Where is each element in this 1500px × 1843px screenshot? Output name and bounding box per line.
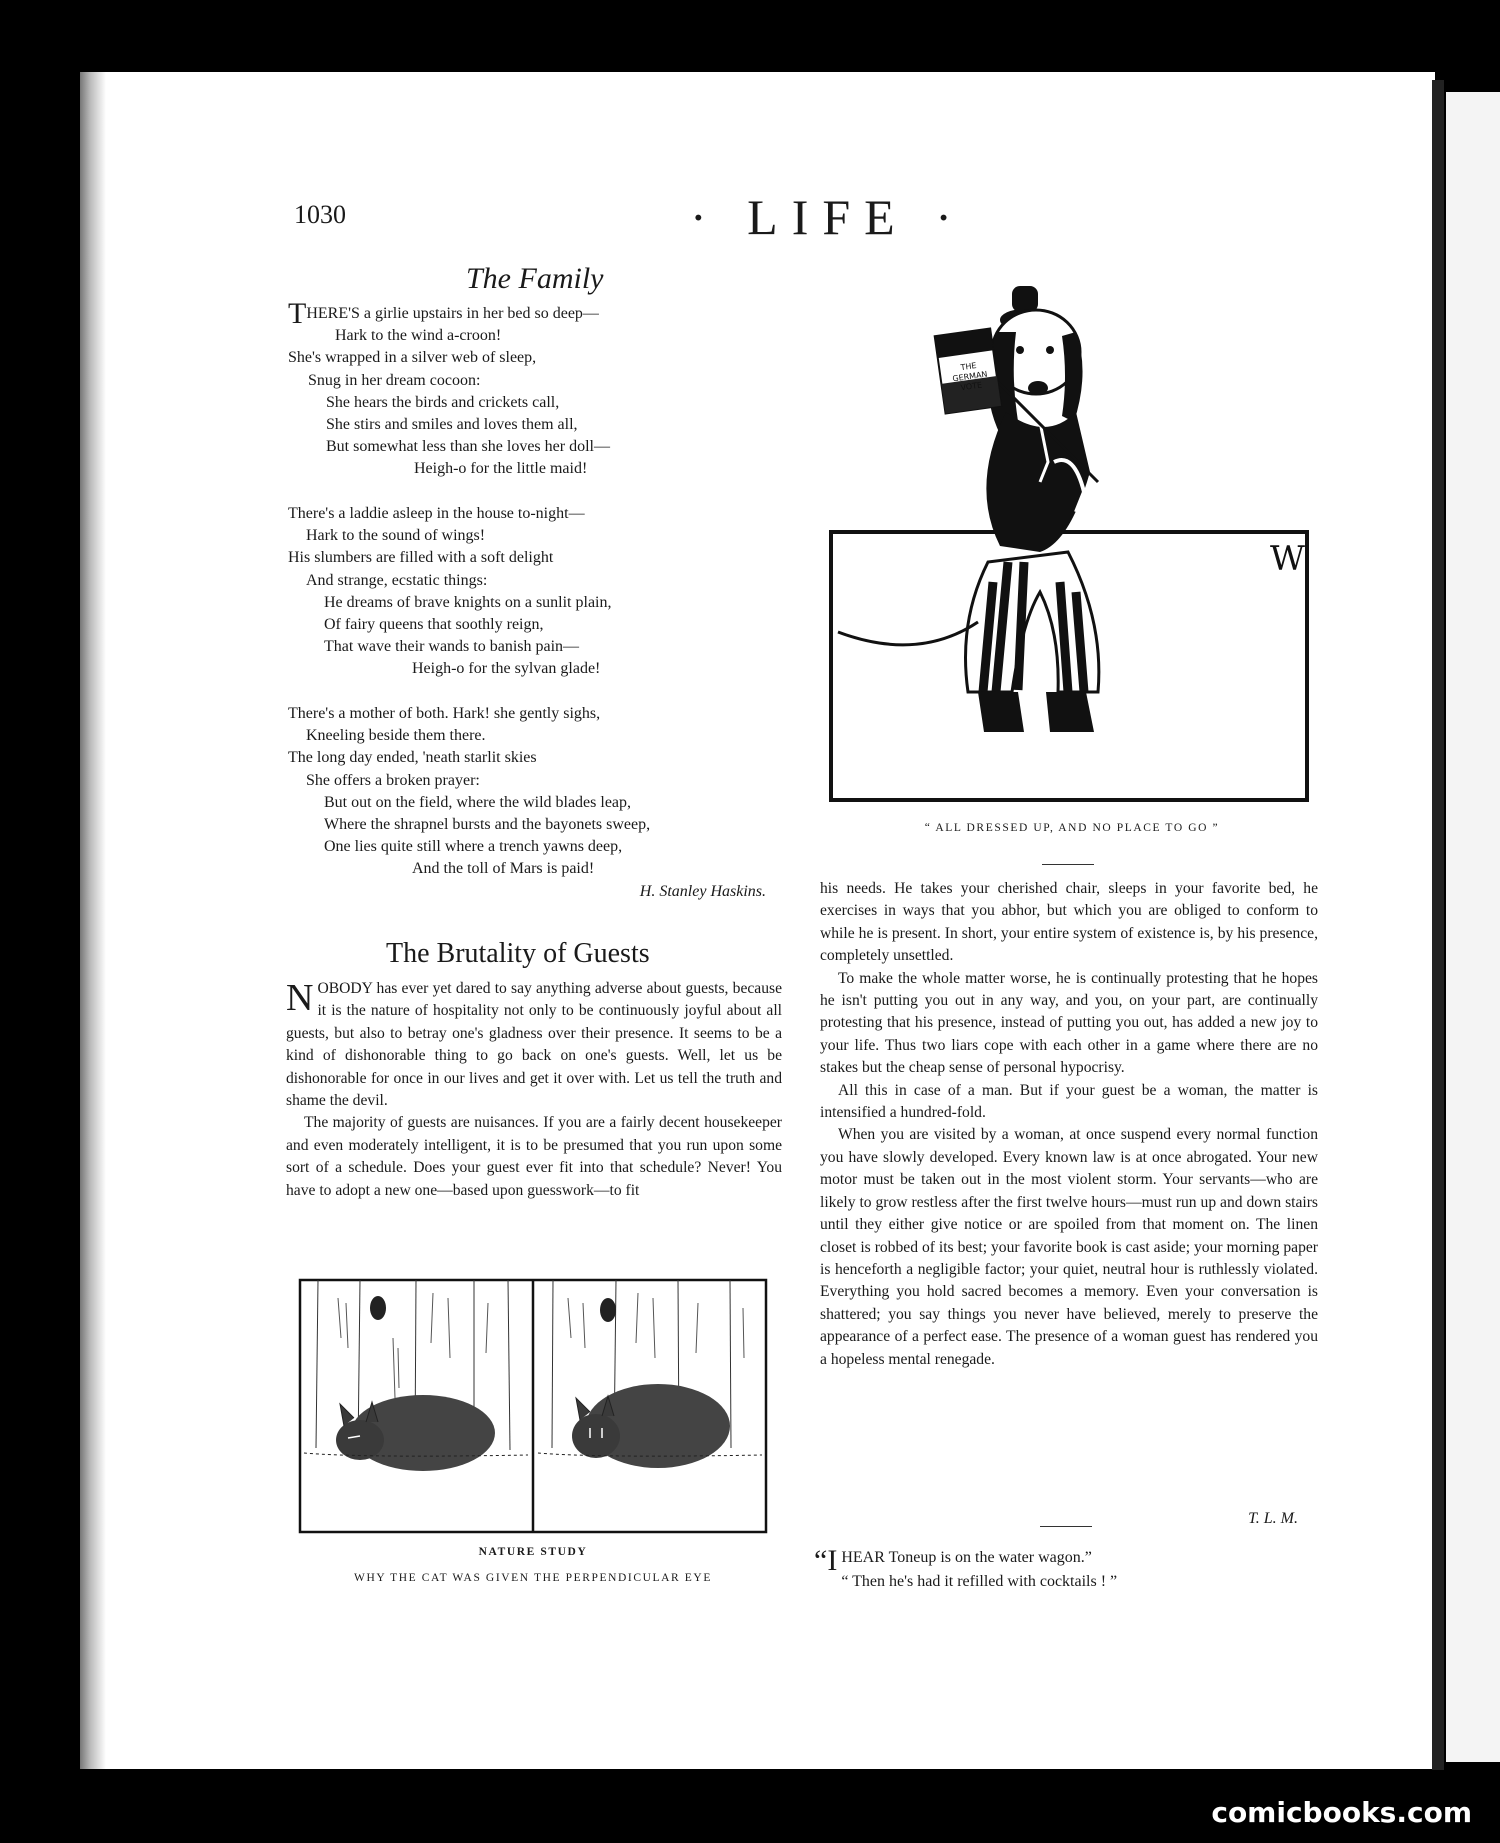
divider-rule — [1040, 1526, 1092, 1527]
page-binding-shadow — [80, 72, 106, 1769]
joke-line: HEAR Toneup is on the water wagon.” — [841, 1549, 1092, 1566]
poem-line: And strange, ecstatic things: — [306, 571, 488, 589]
dog-cartoon-caption: “ ALL DRESSED UP, AND NO PLACE TO GO ” — [924, 822, 1220, 834]
essay-paragraph: To make the whole matter worse, he is continually protesting that he hopes he isn't putting you out in any way, and you, on your part, are continually protesting that his presence, instead of putting you out, has added a new joy to your life. Thus two liars cope with each other in a game where there are no stakes but the cheap sense of personal hypocrisy. — [820, 969, 1318, 1077]
essay-paragraph: NOBODY has ever yet dared to say anything adverse about guests, because it is the nature of hospitality not only to be continuously joyful about all guests, but also to betray one's gladness over their presence. It seems to be a kind of dishonorable thing to go back on one's guests. Well, let us be dishonorable for once in our lives and get it over with. Let us tell the truth and shame the devil. — [286, 977, 782, 1110]
poem-line: She hears the birds and crickets call, — [326, 393, 560, 411]
cat-cartoon — [298, 1278, 768, 1534]
poem-stanza-1 — [288, 297, 778, 481]
poem-line: She's wrapped in a silver web of sleep, — [288, 349, 537, 367]
cat-cartoon-title: NATURE STUDY — [478, 1546, 588, 1558]
poem-line: His slumbers are filled with a soft delight — [288, 549, 554, 567]
essay-right-column — [820, 878, 1318, 1371]
poem-line: Snug in her dream cocoon: — [308, 371, 481, 389]
poem-line: She stirs and smiles and loves them all, — [326, 416, 578, 434]
poem-title: The Family — [466, 262, 604, 295]
essay-signature: T. L. M. — [1248, 1510, 1298, 1527]
poem-line: There's a mother of both. Hark! she gently sighs, — [288, 705, 601, 722]
poem-line: She offers a broken prayer: — [306, 771, 480, 789]
essay-left-column — [286, 978, 782, 1202]
poem-line: That wave their wands to banish pain— — [324, 638, 580, 656]
poem-line: But out on the field, where the wild blades leap, — [324, 793, 632, 811]
poem-line: The long day ended, 'neath starlit skies — [288, 749, 537, 767]
poem-line: Hark to the wind a-croon! — [335, 327, 502, 345]
poem-author: H. Stanley Haskins. — [639, 882, 766, 900]
masthead-title: · LIFE · — [690, 189, 966, 245]
poem-line: Hark to the sound of wings! — [306, 527, 486, 545]
poem-line: Kneeling beside them there. — [306, 727, 486, 745]
flag-label: THE GERMAN VOTE — [951, 361, 988, 393]
page-number: 1030 — [294, 200, 346, 229]
next-page-sliver — [1446, 92, 1500, 1762]
page-edge — [1432, 80, 1444, 1770]
watermark: comicbooks.com — [1211, 1796, 1472, 1829]
poem-stanza-3 — [288, 703, 778, 903]
poem-line: Heigh-o for the little maid! — [414, 460, 588, 478]
artist-monogram: W — [1270, 539, 1305, 579]
drop-cap: T — [288, 297, 307, 330]
drop-cap: “I — [814, 1544, 838, 1577]
poem-line: HERE'S a girlie upstairs in her bed so deep— — [306, 305, 599, 322]
poem-line: There's a laddie asleep in the house to-night— — [288, 505, 585, 522]
essay-title: The Brutality of Guests — [386, 938, 650, 969]
poem-line: Where the shrapnel bursts and the bayonets sweep, — [324, 816, 651, 834]
cat-cartoon-caption: WHY THE CAT WAS GIVEN THE PERPENDICULAR EYE — [354, 1572, 712, 1584]
joke — [814, 1546, 1314, 1594]
essay-paragraph: The majority of guests are nuisances. If you are a fairly decent housekeeper and even moderately intelligent, it is to be presumed that you run upon some sort of a schedule. Does your guest ever fit into that schedule? Never! You have to adopt a new one—based upon guesswork—to fit — [286, 1114, 782, 1199]
essay-paragraph: When you are visited by a woman, at once suspend every normal function you have slowly developed. Every known law is at once abrogated. Your new motor must be taken out in the most violent storm. Your servants—who are likely to grow restless after the first twelve hours—must run up and down stairs until they either give notice or are spoiled from that moment on. The linen closet is robbed of its best; your favorite book is cast aside; your morning paper is henceforth a negligible factor; your quiet, neutral hour is ruthlessly violated. Everything you hold sacred becomes a memory. Even your conversation is shattered; you say things you never have believed, merely to preserve the appearance of a perfect ease. The presence of a woman guest has rendered you a hopeless mental renegade. — [820, 1126, 1318, 1368]
poem-line: One lies quite still where a trench yawns deep, — [324, 838, 623, 856]
essay-paragraph: his needs. He takes your cherished chair, sleeps in your favorite bed, he exercises in ways that you abhor, but which you are obliged to conform to while he is present. In short, your entire system of existence is, by his presence, completely unsettled. — [820, 880, 1318, 965]
poem-line: Heigh-o for the sylvan glade! — [412, 660, 601, 678]
divider-rule — [1042, 864, 1094, 865]
poem-line: But somewhat less than she loves her doll— — [326, 438, 610, 456]
essay-paragraph: All this in case of a man. But if your guest be a woman, the matter is intensified a hundred-fold. — [820, 1081, 1318, 1122]
poem-line: Of fairy queens that soothly reign, — [324, 616, 544, 634]
poem-stanza-2 — [288, 503, 778, 681]
poem-line: And the toll of Mars is paid! — [412, 860, 595, 878]
drop-cap: N — [286, 977, 314, 1019]
poem-line: He dreams of brave knights on a sunlit plain, — [324, 593, 612, 611]
dog-cartoon — [828, 262, 1314, 804]
joke-line: “ Then he's had it refilled with cocktails ! ” — [841, 1573, 1118, 1590]
